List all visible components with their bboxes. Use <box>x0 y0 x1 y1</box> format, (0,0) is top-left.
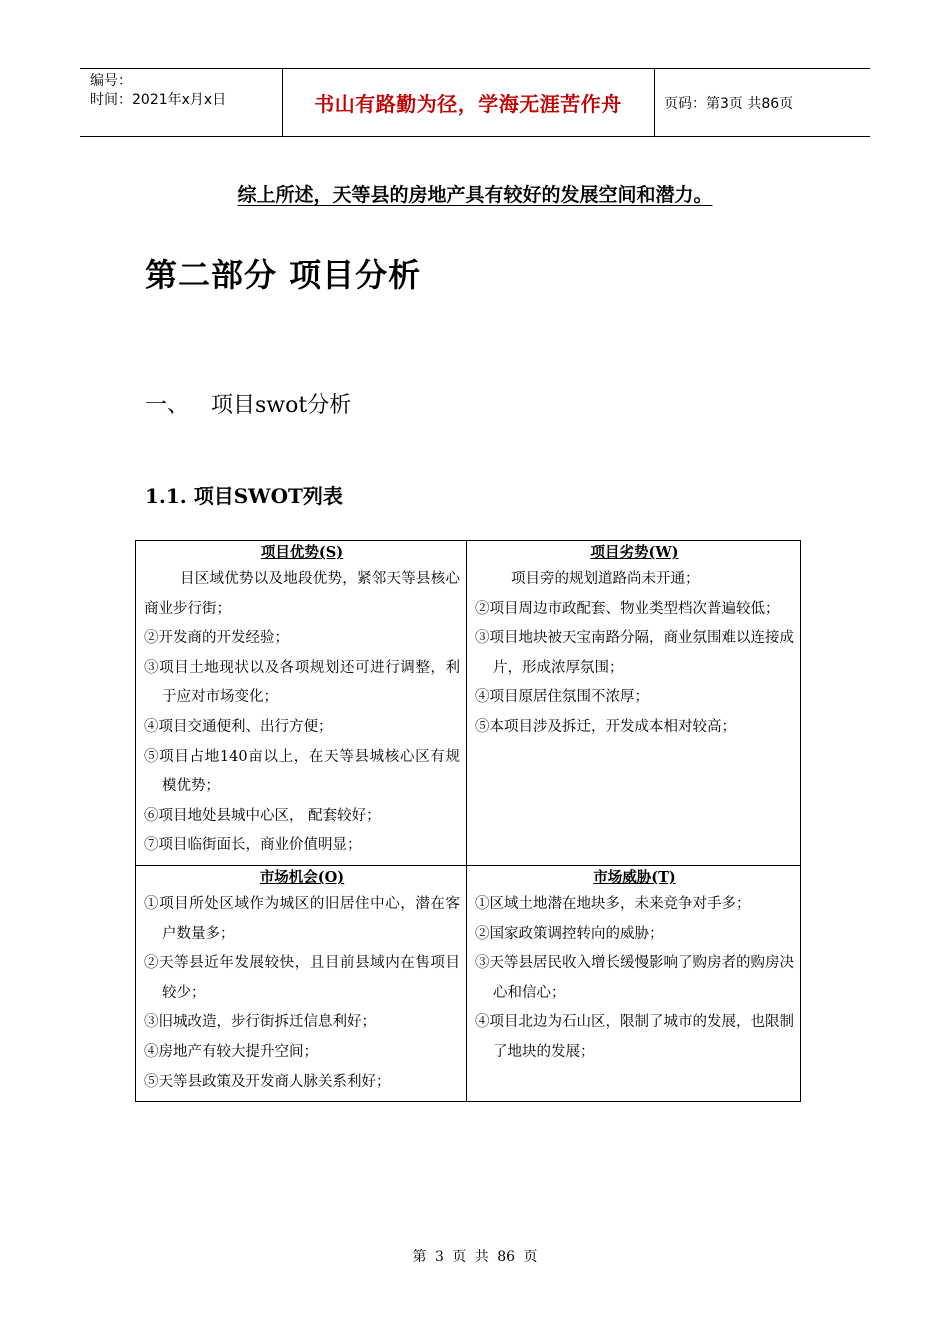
section-number: 一、 <box>145 393 190 418</box>
list-item: ②开发商的开发经验； <box>144 630 289 647</box>
list-item: ①区域土地潜在地块多，未来竞争对手多； <box>475 895 751 912</box>
list-item: 目区域优势以及地段优势，紧邻天等县核心商业步行街； <box>144 571 460 617</box>
list-item: ④项目北边为石山区，限制了城市的发展，也限制了地块的发展； <box>475 1014 794 1060</box>
header-divider-right <box>654 68 655 136</box>
weaknesses-title: 项目劣势(W) <box>590 544 679 561</box>
list-item: ②国家政策调控转向的威胁； <box>475 925 664 942</box>
header-page-info: 页码：第3页 共86页 <box>664 96 794 112</box>
list-item: ③旧城改造，步行街拆迁信息利好； <box>144 1014 376 1031</box>
threats-title: 市场威胁(T) <box>593 868 676 886</box>
list-item: ④项目交通便利、出行方便； <box>144 718 333 735</box>
opportunities-title: 市场机会(O) <box>259 868 345 886</box>
list-item: ③天等县居民收入增长缓慢影响了购房者的购房决心和信心； <box>475 955 794 1001</box>
list-item: ④项目原居住氛围不浓厚； <box>475 689 649 706</box>
weaknesses-cell <box>467 541 801 866</box>
list-item: ⑤本项目涉及拆迁，开发成本相对较高； <box>475 718 736 735</box>
list-item: ④房地产有较大提升空间； <box>144 1043 318 1060</box>
header-motto: 书山有路勤为径，学海无涯苦作舟 <box>314 92 622 116</box>
list-item: ②天等县近年发展较快，且目前县域内在售项目较少； <box>144 955 460 1001</box>
list-item: ②项目周边市政配套、物业类型档次普遍较低； <box>475 600 780 617</box>
part-title: 第二部分 项目分析 <box>145 256 422 294</box>
section-title <box>145 388 351 419</box>
list-item: 项目旁的规划道路尚未开通； <box>511 571 700 587</box>
strengths-cell <box>136 541 467 866</box>
list-item: ⑤天等县政策及开发商人脉关系利好； <box>144 1073 391 1090</box>
doc-code-label: 编号： <box>90 73 132 89</box>
section-title-text: 项目swot分析 <box>211 393 352 418</box>
strengths-title: 项目优势(S) <box>260 544 344 561</box>
summary-text: 综上所述，天等县的房地产具有较好的发展空间和潜力。 <box>237 184 713 206</box>
list-item: ①项目所处区域作为城区的旧居住中心，潜在客户数量多； <box>144 895 460 942</box>
swot-row-sw <box>136 541 801 866</box>
list-item: ③项目地块被天宝南路分隔，商业氛围难以连接成片，形成浓厚氛围； <box>475 630 794 676</box>
summary-line <box>80 180 870 207</box>
header-top-border <box>80 68 870 69</box>
opportunities-cell <box>136 865 467 1101</box>
list-item: ⑤项目占地140亩以上，在天等县城核心区有规模优势； <box>144 748 460 795</box>
page-footer: 第 3 页 共 86 页 <box>412 1249 538 1265</box>
swot-row-ot <box>136 865 801 1101</box>
list-item: ⑥项目地处县城中心区， 配套较好； <box>144 807 381 824</box>
list-item: ⑦项目临街面长，商业价值明显； <box>144 837 362 854</box>
swot-table <box>135 540 801 1102</box>
header-divider-left <box>282 68 283 136</box>
header-bottom-border <box>80 136 870 137</box>
threats-cell <box>467 865 801 1101</box>
doc-time-label: 时间：2021年x月x日 <box>90 92 227 108</box>
list-item: ③项目土地现状以及各项规划还可进行调整，利于应对市场变化； <box>144 659 460 706</box>
subsection-title: 1.1. 项目SWOT列表 <box>145 484 343 508</box>
